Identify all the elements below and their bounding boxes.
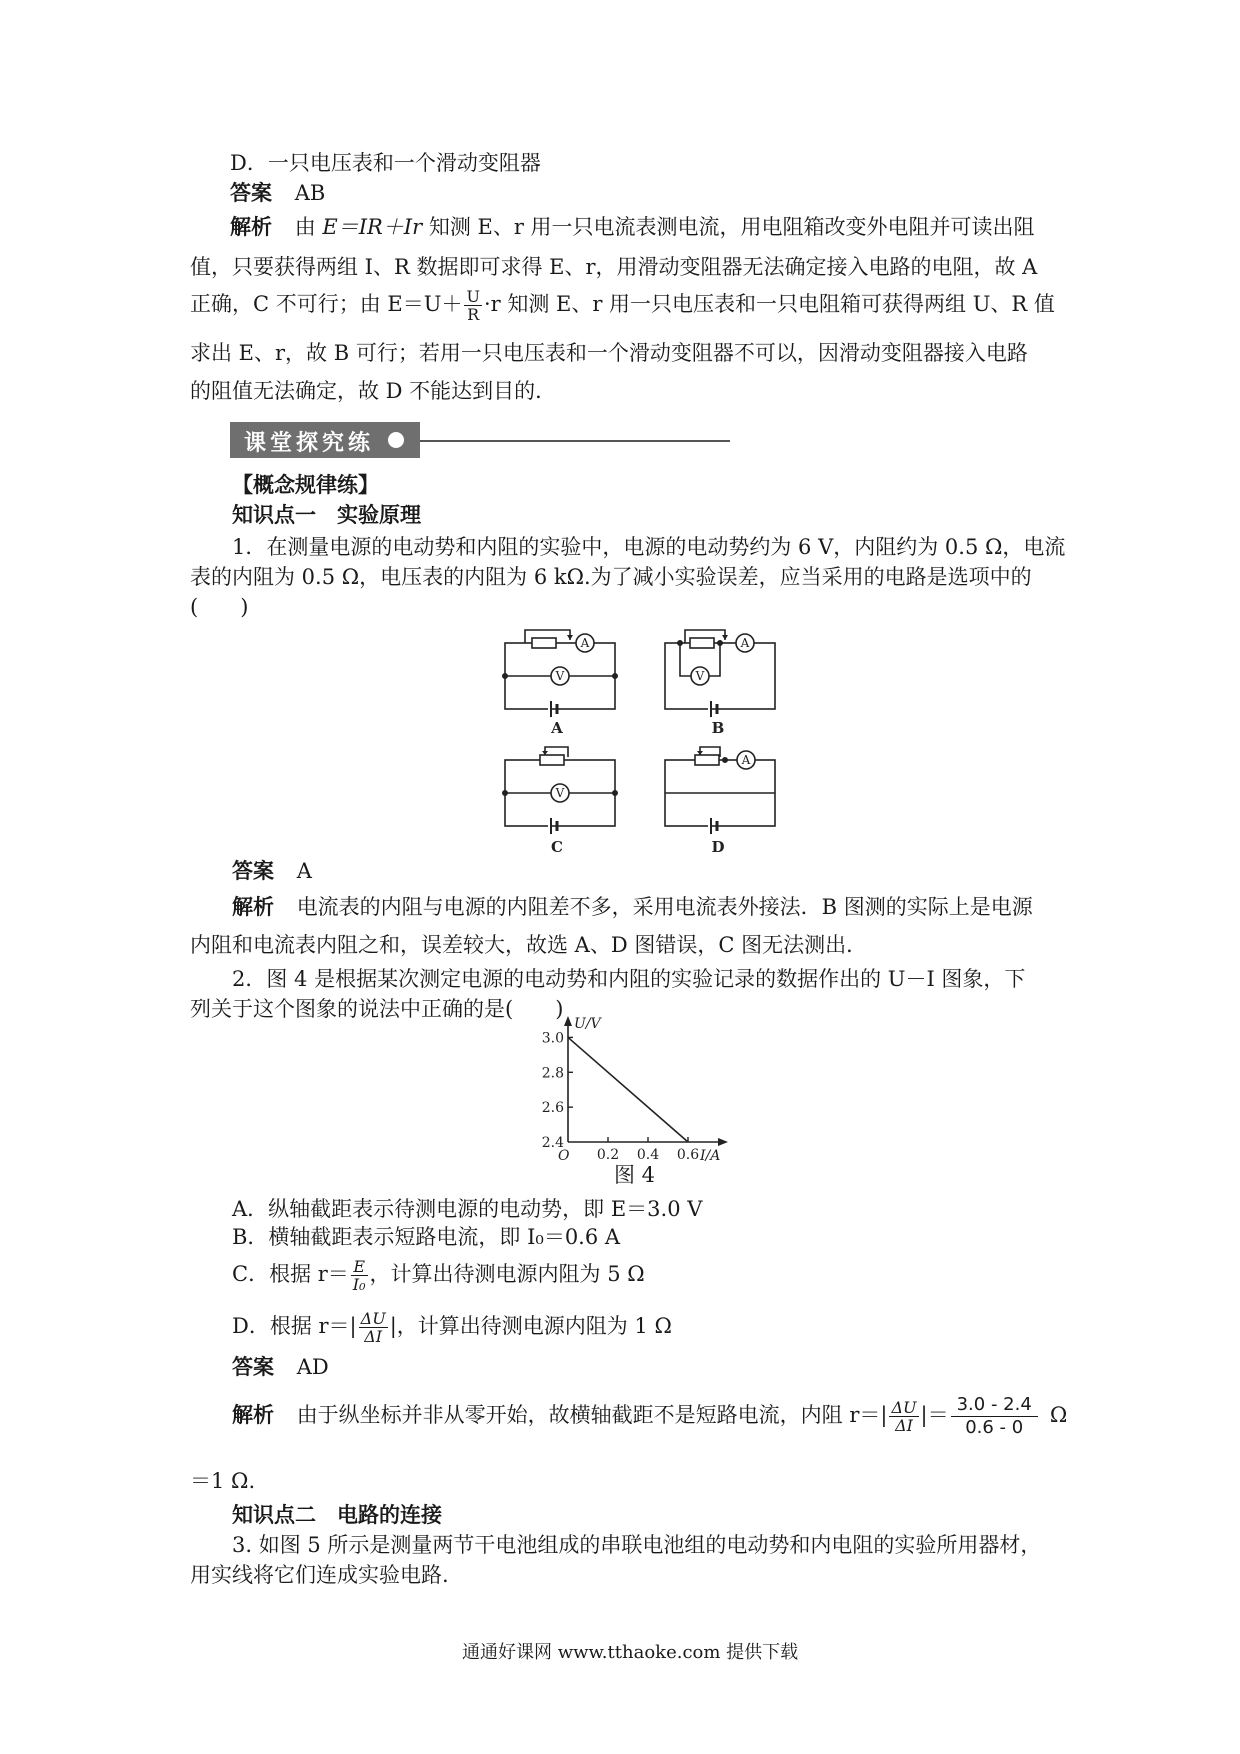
unit-ohm: Ω <box>1049 1403 1068 1427</box>
origin-label: O <box>558 1148 570 1164</box>
q2-option-d <box>232 1306 672 1346</box>
analysis-line-2: 值，只要获得两组 I、R 数据即可求得 E、r，用滑动变阻器无法确定接入电路的电阻，故 A <box>190 255 1038 279</box>
series-line <box>568 1037 688 1142</box>
section-rule <box>420 440 730 442</box>
concept-heading: 【概念规律练】 <box>232 473 379 497</box>
analysis-line-1 <box>230 212 1035 242</box>
y-tick-label: 2.4 <box>541 1135 564 1151</box>
circuit-diagrams <box>490 605 810 870</box>
fraction-numerator: 3.0 - 2.4 <box>951 1394 1038 1417</box>
option-d: D．一只电压表和一个滑动变阻器 <box>230 151 541 175</box>
fraction <box>951 1394 1038 1439</box>
x-axis-label: I/A <box>700 1148 721 1164</box>
q3-line-2: 用实线将它们连成实验电路. <box>190 1563 449 1587</box>
fraction-denominator: ΔI <box>895 1416 913 1435</box>
answer-1 <box>230 178 325 208</box>
figure-caption: 图 4 <box>614 1163 656 1187</box>
circuit-label-d: D <box>711 838 725 856</box>
x-tick-label: 0.4 <box>636 1147 660 1163</box>
fraction-denominator: R <box>467 305 480 324</box>
analysis-text: 正确，C 不可行；由 E＝U＋ <box>190 292 463 316</box>
x-tick-label: 0.2 <box>596 1147 620 1163</box>
ammeter-symbol-a: A <box>580 636 590 650</box>
answer-label: 答案 <box>230 181 272 205</box>
fraction <box>464 288 481 323</box>
q1-answer <box>232 856 312 886</box>
ammeter-symbol-d: A <box>741 753 751 767</box>
ui-chart <box>528 1006 738 1166</box>
y-tick-label: 3.0 <box>541 1030 564 1047</box>
equation: E＝IR＋Ir <box>322 215 423 239</box>
analysis-text: 由 <box>294 215 316 239</box>
q1-line-1: 1．在测量电源的电动势和内阻的实验中，电源的电动势约为 6 V，内阻约为 0.5 Ω，电流 <box>232 535 1066 559</box>
bullet-dot <box>388 432 404 448</box>
answer-value: AD <box>296 1355 329 1379</box>
knowledge-point-1: 知识点一 实验原理 <box>232 503 421 527</box>
q2-answer <box>232 1352 329 1382</box>
analysis-text: 知测 E、r 用一只电流表测电流，用电阻箱改变外电阻并可读出阻 <box>428 215 1035 239</box>
analysis-text: 电流表的内阻与电源的内阻差不多，采用电流表外接法．B 图测的实际上是电源 <box>296 895 1033 919</box>
q1-line-2: 表的内阻为 0.5 Ω，电压表的内阻为 6 kΩ.为了减小实验误差，应当采用的电路是选项中的 <box>190 565 1032 589</box>
circuit-d <box>665 747 775 834</box>
q2-line-1: 2．图 4 是根据某次测定电源的电动势和内阻的实验记录的数据作出的 U－I 图象，下 <box>232 967 1026 991</box>
voltmeter-symbol-b: V <box>695 669 705 683</box>
analysis-line-4: 求出 E、r，故 B 可行；若用一只电压表和一个滑动变阻器不可以，因滑动变阻器接入电路 <box>190 341 1028 365</box>
y-axis-arrow <box>564 1016 572 1026</box>
q1-line-3: ( ) <box>190 595 249 619</box>
voltmeter-symbol-c: V <box>555 786 565 800</box>
knowledge-point-2: 知识点二 电路的连接 <box>232 1503 442 1527</box>
ammeter-symbol-b: A <box>740 636 750 650</box>
option-text: ，计算出待测电源内阻为 5 Ω <box>369 1262 645 1286</box>
y-tick-label: 2.8 <box>541 1065 564 1082</box>
circuit-label-b: B <box>711 719 725 737</box>
q2-option-a: A．纵轴截距表示待测电源的电动势，即 E＝3.0 V <box>232 1197 703 1221</box>
analysis-text: ·r 知测 E、r 用一只电压表和一只电阻箱可获得两组 U、R 值 <box>483 292 1055 316</box>
option-text: |，计算出待测电源内阻为 1 Ω <box>389 1314 672 1338</box>
circuit-b <box>665 630 775 717</box>
q2-option-b: B．横轴截距表示短路电流，即 I₀＝0.6 A <box>232 1225 621 1249</box>
fraction-numerator: ΔU <box>891 1398 917 1417</box>
fraction-numerator: ΔU <box>360 1309 386 1328</box>
q1-analysis-line-2: 内阻和电流表内阻之和，误差较大，故选 A、D 图错误，C 图无法测出． <box>190 933 868 957</box>
analysis-label: 解析 <box>230 215 272 239</box>
circuit-label-c: C <box>551 838 563 856</box>
fraction <box>359 1310 388 1345</box>
answer-label: 答案 <box>232 1355 274 1379</box>
answer-label: 答案 <box>232 859 274 883</box>
analysis-label: 解析 <box>232 1403 274 1427</box>
analysis-text: 由于纵坐标并非从零开始，故横轴截距不是短路电流，内阻 r＝| <box>296 1403 888 1427</box>
fraction <box>351 1258 368 1293</box>
x-axis-arrow <box>718 1138 728 1146</box>
q2-option-c <box>232 1254 645 1294</box>
analysis-label: 解析 <box>232 895 274 919</box>
analysis-line-5: 的阻值无法确定，故 D 不能达到目的． <box>190 379 557 403</box>
fraction-denominator: ΔI <box>364 1327 383 1346</box>
y-axis-label: U/V <box>574 1016 601 1032</box>
page-footer: 通通好课网 www.tthaoke.com 提供下载 <box>462 1642 799 1663</box>
answer-value: A <box>296 859 312 883</box>
analysis-line-3 <box>190 284 1055 324</box>
option-text: D．根据 r＝| <box>232 1314 357 1338</box>
y-tick-label: 2.6 <box>541 1100 564 1117</box>
analysis-text: |＝ <box>920 1403 949 1427</box>
answer-value: AB <box>294 181 326 205</box>
fraction-denominator: 0.6 - 0 <box>965 1417 1024 1438</box>
q3-line-1: 3. 如图 5 所示是测量两节干电池组成的串联电池组的电动势和内电阻的实验所用器材， <box>232 1533 1042 1557</box>
fraction-numerator: E <box>351 1258 368 1276</box>
q2-analysis-line-1 <box>232 1392 1067 1439</box>
circuit-label-a: A <box>551 719 563 737</box>
fraction-denominator: I₀ <box>352 1275 366 1294</box>
q1-analysis-line-1 <box>232 892 1033 922</box>
fraction-numerator: U <box>466 287 480 306</box>
x-tick-label: 0.6 <box>676 1147 700 1163</box>
section-band-title: 课堂探究练 <box>244 431 375 456</box>
voltmeter-symbol-a: V <box>555 669 565 683</box>
q2-line-2: 列关于这个图象的说法中正确的是( ) <box>190 997 564 1021</box>
fraction <box>889 1399 918 1434</box>
option-text: C．根据 r＝ <box>232 1262 349 1286</box>
q2-analysis-line-2: ＝1 Ω. <box>190 1469 256 1493</box>
